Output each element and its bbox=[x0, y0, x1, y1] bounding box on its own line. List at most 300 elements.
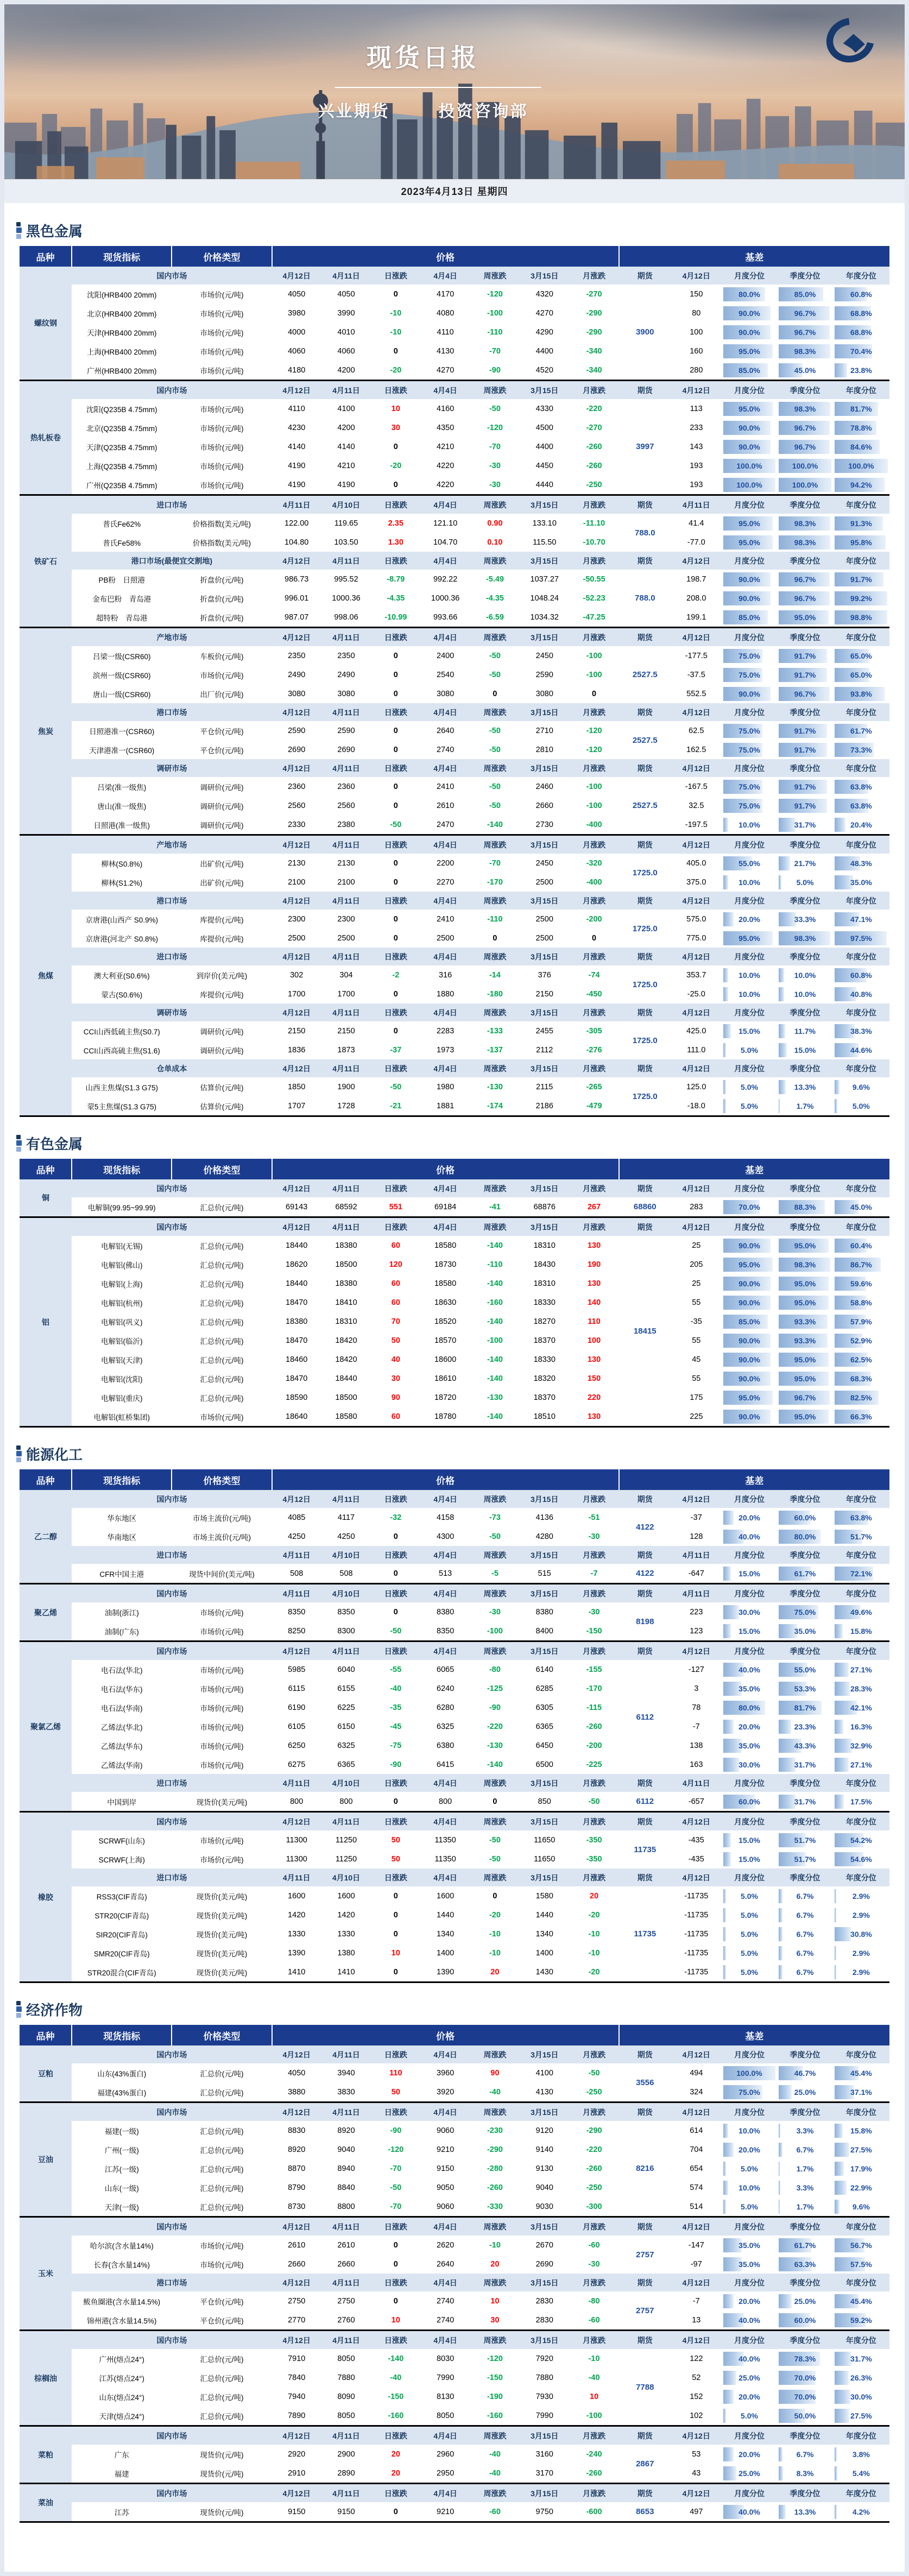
indicator-cell: 中国到岸 bbox=[107, 1798, 137, 1807]
sub-col-label: 日涨跌 bbox=[371, 1003, 420, 1021]
sub-col-label: 周涨跌 bbox=[470, 2426, 520, 2445]
percentile-cell: 32.9% bbox=[833, 1736, 889, 1755]
price-cell: 3080 bbox=[437, 689, 454, 698]
col-variety: 品种 bbox=[20, 1469, 72, 1490]
change-cell: 2.35 bbox=[388, 519, 403, 528]
percentile-cell: 95.0% bbox=[777, 1350, 833, 1369]
change-cell: -50 bbox=[489, 651, 501, 660]
price-cell: 1836 bbox=[288, 1045, 306, 1055]
basis-cell: 704 bbox=[690, 2145, 703, 2154]
basis-cell: 152 bbox=[690, 2392, 703, 2401]
percentile-cell: 100.0% bbox=[722, 2063, 778, 2082]
percentile-cell: 25.0% bbox=[777, 2291, 833, 2310]
percentile-cell: 4.2% bbox=[833, 2502, 889, 2522]
price-cell: 9150 bbox=[337, 2507, 355, 2516]
sub-col-label: 月度分位 bbox=[722, 2331, 778, 2350]
basis-cell: -167.5 bbox=[685, 782, 708, 791]
indicator-cell: 电解铝(天津) bbox=[100, 1356, 143, 1365]
sub-col-label: 季度分位 bbox=[777, 2331, 833, 2350]
variety-label: 棕榈油 bbox=[20, 2331, 72, 2426]
price-cell: 3080 bbox=[337, 689, 355, 698]
price-cell: 800 bbox=[439, 1797, 452, 1806]
price-cell: 18380 bbox=[335, 1241, 357, 1250]
price-cell: 2150 bbox=[288, 1026, 306, 1036]
change-cell: -60 bbox=[489, 2507, 501, 2516]
change-cell: -5 bbox=[491, 1569, 498, 1578]
price-cell: 513 bbox=[439, 1569, 452, 1578]
market-header-row bbox=[20, 759, 889, 777]
price-cell: 3080 bbox=[535, 689, 553, 698]
change-cell: 0 bbox=[393, 289, 398, 299]
sub-col-label: 月涨跌 bbox=[569, 2274, 618, 2291]
price-table-energy-chemicals bbox=[20, 1469, 889, 1983]
sub-col-label: 期货 bbox=[619, 2331, 671, 2350]
sub-col-label: 月涨跌 bbox=[569, 1179, 618, 1197]
price-type-cell: 汇总价(元/吨) bbox=[200, 2165, 244, 2174]
basis-cell: 552.5 bbox=[686, 689, 706, 698]
percentile-cell: 20.0% bbox=[722, 910, 778, 929]
sub-col-label: 年度分位 bbox=[833, 2103, 889, 2122]
change-cell: 10 bbox=[391, 404, 400, 413]
change-cell: 0 bbox=[393, 2507, 398, 2516]
basis-cell: -37 bbox=[690, 1513, 702, 1522]
sub-col-label: 季度分位 bbox=[777, 1003, 833, 1021]
change-cell: -290 bbox=[586, 327, 602, 337]
sub-col-label: 月度分位 bbox=[722, 2045, 778, 2063]
percentile-cell: 51.7% bbox=[833, 1527, 889, 1546]
price-type-cell: 库提价(元/吨) bbox=[200, 990, 244, 999]
variety-label: 菜油 bbox=[20, 2484, 72, 2522]
basis-cell: 160 bbox=[690, 346, 703, 356]
sub-col-label: 3月15日 bbox=[520, 948, 569, 965]
indicator-cell: PB粉 日照港 bbox=[98, 576, 145, 584]
indicator-cell: SIR20(CIF青岛) bbox=[96, 1930, 148, 1939]
change-cell: 0 bbox=[493, 689, 497, 698]
basis-cell: 43 bbox=[692, 2468, 701, 2478]
change-cell: -50 bbox=[390, 820, 402, 829]
percentile-cell: 21.7% bbox=[777, 854, 833, 873]
sub-col-label: 4月12日 bbox=[671, 703, 722, 721]
change-cell: 0 bbox=[393, 689, 398, 698]
sub-col-label: 日涨跌 bbox=[371, 703, 420, 721]
change-cell: -50 bbox=[489, 801, 501, 810]
change-cell: 30 bbox=[391, 423, 400, 432]
sub-col-label: 4月4日 bbox=[420, 552, 470, 570]
market-label: 产地市场 bbox=[72, 835, 272, 854]
indicator-cell: 普氏Fe62% bbox=[103, 520, 141, 528]
market-header-row bbox=[20, 1868, 889, 1886]
price-cell: 508 bbox=[339, 1569, 353, 1578]
sub-col-label: 4月11日 bbox=[321, 759, 371, 777]
change-cell: 130 bbox=[587, 1279, 601, 1288]
indicator-cell: 广东 bbox=[114, 2451, 129, 2459]
indicator-cell: 沈阳(HRB400 20mm) bbox=[87, 291, 157, 299]
table-row bbox=[20, 1660, 889, 1679]
price-cell: 4180 bbox=[288, 365, 306, 375]
basis-cell: 53 bbox=[692, 2449, 701, 2459]
sub-col-label: 4月12日 bbox=[671, 948, 722, 965]
percentile-cell: 68.8% bbox=[833, 304, 889, 323]
sub-col-label: 周涨跌 bbox=[470, 835, 520, 854]
price-cell: 4060 bbox=[288, 346, 306, 356]
price-cell: 18270 bbox=[533, 1317, 556, 1326]
price-cell: 1410 bbox=[337, 1967, 355, 1977]
sub-col-label: 4月4日 bbox=[420, 2484, 470, 2503]
price-type-cell: 价格指数(美元/吨) bbox=[192, 520, 251, 528]
price-type-cell: 市场价(元/吨) bbox=[200, 1608, 244, 1617]
change-cell: -6.59 bbox=[485, 613, 504, 622]
price-cell: 18580 bbox=[335, 1412, 357, 1421]
percentile-cell: 96.7% bbox=[777, 323, 833, 342]
percentile-cell: 99.2% bbox=[833, 589, 889, 608]
report-subtitle bbox=[4, 98, 842, 122]
price-cell: 18380 bbox=[335, 1279, 357, 1288]
sub-col-label: 期货 bbox=[619, 628, 671, 647]
percentile-cell: 90.0% bbox=[722, 1350, 778, 1369]
table-row bbox=[20, 1924, 889, 1943]
futures-cell: 7788 bbox=[636, 2382, 654, 2392]
change-cell: -40 bbox=[390, 2373, 402, 2382]
sub-col-label: 4月12日 bbox=[671, 1059, 722, 1077]
price-cell: 2590 bbox=[535, 670, 553, 679]
table-row bbox=[20, 285, 889, 304]
sub-col-label: 周涨跌 bbox=[470, 2217, 520, 2236]
indicator-cell: 山东(熔点24°) bbox=[99, 2393, 144, 2402]
price-cell: 4050 bbox=[288, 289, 306, 299]
sub-col-label: 日涨跌 bbox=[371, 1546, 420, 1564]
indicator-cell: 蒙5主焦煤(S1.3 G75) bbox=[87, 1102, 156, 1111]
dept-name: 投资咨询部 bbox=[438, 103, 528, 121]
price-cell: 6040 bbox=[337, 1665, 355, 1674]
sub-col-label: 季度分位 bbox=[777, 628, 833, 647]
sub-col-label: 4月12日 bbox=[272, 2217, 321, 2236]
price-cell: 18500 bbox=[335, 1393, 357, 1402]
price-cell: 4140 bbox=[288, 442, 306, 451]
price-cell: 6500 bbox=[535, 1760, 553, 1769]
basis-cell: 143 bbox=[690, 442, 703, 451]
basis-cell: -77.0 bbox=[687, 538, 705, 547]
change-cell: -260 bbox=[586, 1722, 602, 1731]
price-type-cell: 调研价(元/吨) bbox=[200, 802, 244, 811]
col-price-group: 价格 bbox=[272, 2025, 619, 2045]
price-cell: 1037.27 bbox=[530, 574, 559, 584]
indicator-cell: 滨州一级(CSR60) bbox=[92, 671, 151, 680]
price-type-cell: 汇总价(元/吨) bbox=[200, 2374, 244, 2383]
percentile-cell: 35.0% bbox=[722, 1736, 778, 1755]
table-row bbox=[20, 984, 889, 1003]
price-type-cell: 汇总价(元/吨) bbox=[200, 1299, 244, 1308]
table-row bbox=[20, 2236, 889, 2255]
change-cell: 10 bbox=[490, 2296, 500, 2306]
indicator-cell: 山东(43%蛋白) bbox=[97, 2069, 147, 2078]
table-row bbox=[20, 1621, 889, 1641]
sub-col-label: 4月12日 bbox=[272, 1641, 321, 1660]
price-cell: 4136 bbox=[535, 1513, 553, 1522]
variety-label: 菜粕 bbox=[20, 2426, 72, 2484]
market-label: 国内市场 bbox=[72, 1217, 272, 1236]
change-cell: -70 bbox=[489, 858, 501, 868]
sub-col-label: 周涨跌 bbox=[470, 2045, 520, 2063]
price-cell: 376 bbox=[538, 970, 551, 980]
table-row bbox=[20, 399, 889, 418]
price-cell: 4250 bbox=[288, 1532, 306, 1541]
change-cell: -75 bbox=[390, 1741, 402, 1750]
price-cell: 9140 bbox=[535, 2145, 553, 2154]
sub-col-label: 月涨跌 bbox=[569, 1812, 618, 1831]
section-cash-crops bbox=[20, 1999, 889, 2523]
variety-label: 热轧板卷 bbox=[20, 381, 72, 495]
price-cell: 2750 bbox=[288, 2296, 306, 2306]
section-energy-chemicals bbox=[20, 1444, 889, 1983]
price-cell: 6240 bbox=[437, 1684, 454, 1693]
sub-col-label: 4月12日 bbox=[671, 552, 722, 570]
sub-col-label: 月涨跌 bbox=[569, 1059, 618, 1077]
percentile-cell: 81.7% bbox=[833, 399, 889, 418]
percentile-cell: 61.7% bbox=[777, 2236, 833, 2255]
sub-col-label: 月涨跌 bbox=[569, 2103, 618, 2122]
price-cell: 1420 bbox=[288, 1910, 306, 1920]
price-cell: 4210 bbox=[337, 461, 355, 470]
change-cell: -51 bbox=[588, 1513, 600, 1522]
indicator-cell: 电石法(华南) bbox=[100, 1704, 143, 1713]
price-cell: 8300 bbox=[337, 1626, 355, 1636]
change-cell: -100 bbox=[586, 782, 602, 791]
percentile-cell: 82.5% bbox=[833, 1388, 889, 1407]
percentile-cell: 63.8% bbox=[833, 796, 889, 815]
price-cell: 2410 bbox=[437, 782, 454, 791]
price-cell: 2500 bbox=[535, 933, 553, 943]
sub-col-label: 3月15日 bbox=[520, 1812, 569, 1831]
price-cell: 6155 bbox=[337, 1684, 355, 1693]
price-cell: 6325 bbox=[437, 1722, 454, 1731]
percentile-cell: 40.0% bbox=[722, 1660, 778, 1679]
market-label: 国内市场 bbox=[72, 267, 272, 285]
change-cell: -30 bbox=[588, 1607, 600, 1617]
price-cell: 998.06 bbox=[334, 613, 358, 622]
percentile-cell: 6.7% bbox=[777, 1886, 833, 1905]
price-cell: 2186 bbox=[535, 1101, 553, 1110]
price-cell: 2150 bbox=[337, 1026, 355, 1036]
change-cell: -120 bbox=[586, 726, 602, 735]
futures-cell: 11735 bbox=[634, 1845, 656, 1854]
percentile-cell: 27.1% bbox=[833, 1660, 889, 1679]
percentile-cell: 91.7% bbox=[777, 740, 833, 759]
percentile-cell: 25.0% bbox=[722, 2464, 778, 2484]
indicator-cell: 广州(Q235B 4.75mm) bbox=[86, 481, 157, 490]
percentile-cell: 85.0% bbox=[722, 1312, 778, 1331]
sub-col-label: 期货 bbox=[619, 703, 671, 721]
col-price-group: 价格 bbox=[272, 1159, 619, 1179]
price-cell: 11300 bbox=[286, 1835, 307, 1845]
sub-col-label: 3月15日 bbox=[520, 1584, 569, 1603]
basis-cell: 654 bbox=[690, 2164, 703, 2173]
price-cell: 850 bbox=[538, 1797, 551, 1806]
price-cell: 1390 bbox=[437, 1967, 454, 1977]
price-type-cell: 市场价(元/吨) bbox=[200, 1685, 244, 1694]
basis-cell: 205 bbox=[690, 1260, 703, 1269]
price-cell: 6250 bbox=[288, 1741, 306, 1750]
change-cell: 20 bbox=[490, 1967, 500, 1977]
sub-col-label: 日涨跌 bbox=[371, 2331, 420, 2350]
basis-cell: 324 bbox=[690, 2087, 703, 2097]
basis-cell: 353.7 bbox=[686, 970, 706, 980]
price-cell: 11250 bbox=[335, 1854, 357, 1864]
change-cell: 0 bbox=[393, 2296, 398, 2306]
percentile-cell: 8.3% bbox=[777, 2464, 833, 2484]
percentile-cell: 2.9% bbox=[833, 1905, 889, 1924]
price-cell: 8830 bbox=[288, 2126, 306, 2135]
basis-cell: 494 bbox=[690, 2068, 703, 2078]
change-cell: -41 bbox=[489, 1202, 501, 1211]
indicator-cell: 日照港准一(CSR60) bbox=[89, 727, 155, 736]
sub-col-label: 周涨跌 bbox=[470, 759, 520, 777]
percentile-cell: 90.0% bbox=[722, 437, 778, 456]
sub-col-label: 季度分位 bbox=[777, 495, 833, 514]
indicator-cell: 电解铝(杭州) bbox=[100, 1299, 143, 1308]
sub-col-label: 4月10日 bbox=[321, 495, 371, 514]
sub-col-label: 日涨跌 bbox=[371, 1584, 420, 1603]
basis-cell: 425.0 bbox=[686, 1026, 706, 1036]
variety-label: 玉米 bbox=[20, 2217, 72, 2331]
sub-col-label: 年度分位 bbox=[833, 2217, 889, 2236]
table-row bbox=[20, 910, 889, 929]
price-cell: 1340 bbox=[535, 1929, 553, 1939]
price-cell: 302 bbox=[290, 970, 304, 980]
indicator-cell: 天津港准一(CSR60) bbox=[89, 746, 155, 755]
sub-col-label: 4月4日 bbox=[420, 948, 470, 965]
indicator-cell: STR20(CIF青岛) bbox=[94, 1911, 149, 1920]
basis-cell: 102 bbox=[690, 2411, 703, 2420]
sub-col-label: 4月12日 bbox=[272, 1490, 321, 1508]
table-row bbox=[20, 873, 889, 892]
change-cell: -10 bbox=[588, 1948, 600, 1958]
basis-cell: -11735 bbox=[684, 1929, 709, 1939]
sub-col-label: 季度分位 bbox=[777, 948, 833, 965]
sub-col-label: 4月12日 bbox=[272, 2484, 321, 2503]
sub-col-label: 季度分位 bbox=[777, 1812, 833, 1831]
sub-col-label: 月度分位 bbox=[722, 759, 778, 777]
percentile-cell: 86.7% bbox=[833, 1255, 889, 1274]
percentile-cell: 98.3% bbox=[777, 399, 833, 418]
change-cell: -20 bbox=[588, 1910, 600, 1920]
percentile-cell: 55.0% bbox=[777, 1660, 833, 1679]
change-cell: 0 bbox=[393, 726, 398, 735]
sub-col-label: 4月11日 bbox=[321, 1641, 371, 1660]
price-cell: 2400 bbox=[437, 651, 454, 660]
table-row bbox=[20, 2140, 889, 2159]
percentile-cell: 63.3% bbox=[777, 2255, 833, 2274]
sub-col-label: 月度分位 bbox=[722, 1003, 778, 1021]
market-header-row bbox=[20, 1179, 889, 1197]
table-row bbox=[20, 2291, 889, 2310]
market-label: 进口市场 bbox=[72, 1546, 272, 1564]
price-type-cell: 市场价(元/吨) bbox=[200, 443, 244, 452]
sub-col-label: 年度分位 bbox=[833, 1179, 889, 1197]
price-cell: 1034.32 bbox=[530, 613, 559, 622]
percentile-cell: 11.7% bbox=[777, 1021, 833, 1040]
change-cell: -120 bbox=[487, 2354, 503, 2363]
percentile-cell: 95.0% bbox=[777, 1236, 833, 1255]
table-row bbox=[20, 796, 889, 815]
change-cell: -20 bbox=[390, 365, 402, 375]
price-cell: 4520 bbox=[535, 365, 553, 375]
col-price-type: 价格类型 bbox=[172, 1159, 272, 1179]
price-cell: 8730 bbox=[288, 2202, 306, 2211]
price-cell: 3880 bbox=[288, 2087, 306, 2097]
indicator-cell: 天津(一级) bbox=[104, 2203, 139, 2212]
basis-cell: 45 bbox=[692, 1355, 701, 1364]
sub-col-label: 4月4日 bbox=[420, 1179, 470, 1197]
basis-cell: -435 bbox=[688, 1854, 704, 1864]
basis-cell: 55 bbox=[692, 1374, 701, 1383]
sub-col-label: 月度分位 bbox=[722, 2484, 778, 2503]
basis-cell: 514 bbox=[690, 2202, 703, 2211]
price-cell: 993.66 bbox=[433, 613, 458, 622]
sub-col-label: 4月11日 bbox=[321, 703, 371, 721]
change-cell: -600 bbox=[586, 2507, 602, 2516]
sub-col-label: 期货 bbox=[619, 1059, 671, 1077]
market-label: 港口市场 bbox=[72, 703, 272, 721]
price-cell: 18580 bbox=[434, 1279, 457, 1288]
market-label: 进口市场 bbox=[72, 948, 272, 965]
sub-col-label: 月度分位 bbox=[722, 1868, 778, 1886]
change-cell: -150 bbox=[487, 2373, 503, 2382]
price-cell: 18470 bbox=[286, 1374, 308, 1383]
table-row bbox=[20, 854, 889, 873]
price-type-cell: 市场价(元/吨) bbox=[200, 1413, 244, 1422]
price-cell: 6150 bbox=[337, 1722, 355, 1731]
change-cell: -200 bbox=[586, 1741, 602, 1750]
price-cell: 11650 bbox=[534, 1835, 556, 1845]
price-cell: 2115 bbox=[536, 1082, 553, 1091]
percentile-cell: 91.7% bbox=[777, 777, 833, 796]
basis-cell: 123 bbox=[690, 1626, 703, 1636]
table-row bbox=[20, 361, 889, 381]
indicator-cell: 天津(Q235B 4.75mm) bbox=[86, 443, 157, 452]
table-row bbox=[20, 589, 889, 608]
price-cell: 8090 bbox=[337, 2392, 355, 2401]
sub-col-label: 月涨跌 bbox=[569, 552, 618, 570]
sub-col-label: 年度分位 bbox=[833, 2274, 889, 2291]
percentile-cell: 15.0% bbox=[722, 1849, 778, 1868]
sub-col-label: 周涨跌 bbox=[470, 1641, 520, 1660]
change-cell: 190 bbox=[587, 1260, 601, 1269]
price-type-cell: 市场价(元/吨) bbox=[200, 2261, 244, 2269]
percentile-cell: 10.0% bbox=[722, 2121, 778, 2140]
change-cell: -320 bbox=[586, 858, 602, 868]
price-cell: 9130 bbox=[535, 2164, 553, 2173]
table-row bbox=[20, 1388, 889, 1407]
price-type-cell: 汇总价(元/吨) bbox=[200, 2146, 244, 2155]
sub-col-label: 4月4日 bbox=[420, 1546, 470, 1564]
basis-cell: 113 bbox=[690, 404, 703, 413]
change-cell: -330 bbox=[487, 2202, 503, 2211]
percentile-cell: 95.0% bbox=[777, 1293, 833, 1312]
percentile-cell: 6.7% bbox=[777, 1962, 833, 1982]
price-cell: 2690 bbox=[288, 745, 306, 754]
sub-col-label: 月涨跌 bbox=[569, 892, 618, 910]
price-cell: 18630 bbox=[434, 1298, 457, 1307]
sub-col-label: 日涨跌 bbox=[371, 2274, 420, 2291]
sub-col-label: 月度分位 bbox=[722, 1546, 778, 1564]
sub-col-label: 4月11日 bbox=[272, 1868, 321, 1886]
change-cell: 0 bbox=[393, 442, 398, 451]
section-bullet-icon bbox=[16, 2001, 22, 2018]
price-cell: 4100 bbox=[535, 2068, 553, 2078]
indicator-cell: 乙烯法(华东) bbox=[100, 1742, 143, 1751]
table-row bbox=[20, 2368, 889, 2387]
change-cell: -276 bbox=[586, 1045, 602, 1055]
